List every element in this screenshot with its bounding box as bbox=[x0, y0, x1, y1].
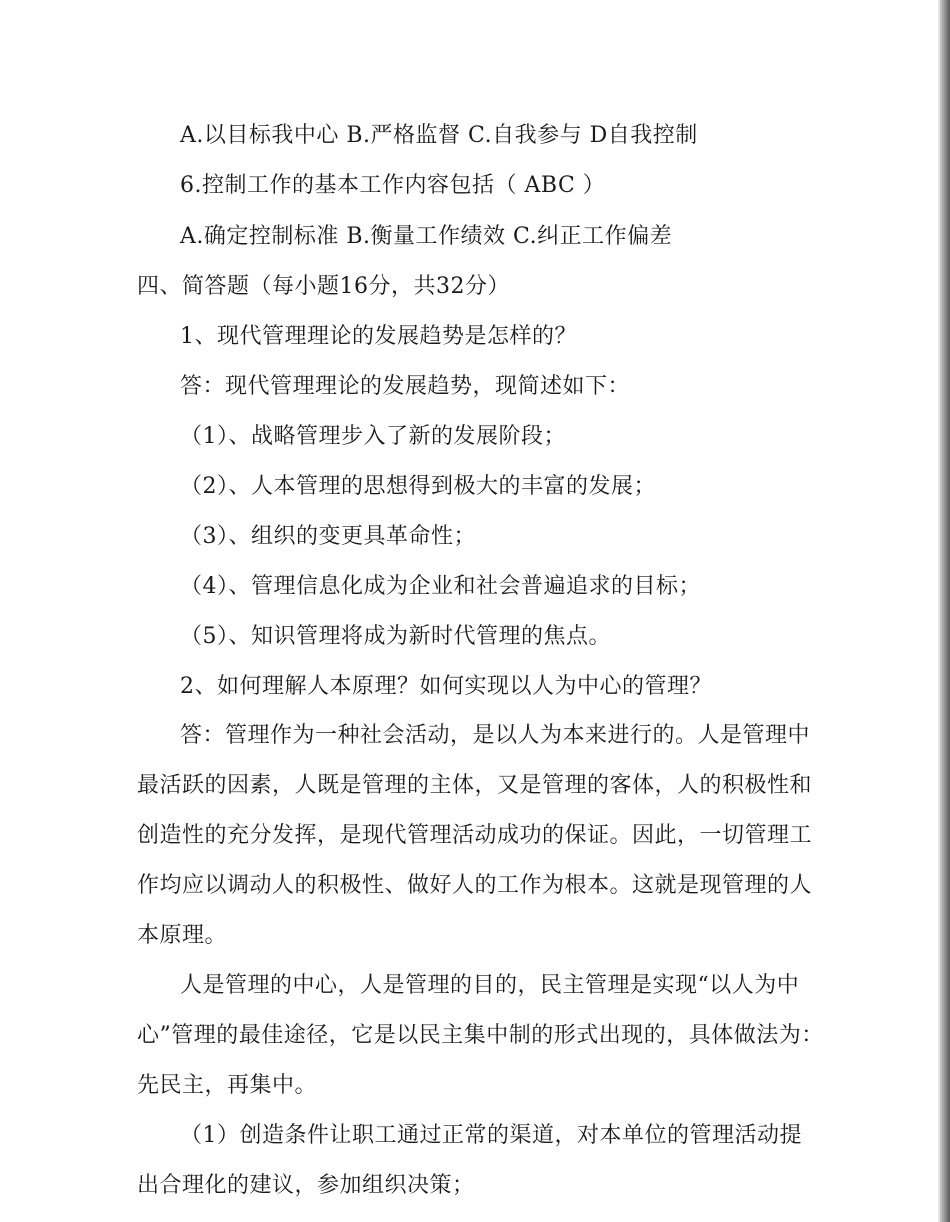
answer-1-intro: 答：现代管理理论的发展趋势，现简述如下： bbox=[180, 374, 631, 399]
option-line-6: A.确定控制标准 B.衡量工作绩效 C.纠正工作偏差 bbox=[180, 224, 673, 249]
answer-1-point-4: （4）、管理信息化成为企业和社会普遍追求的目标； bbox=[180, 574, 701, 599]
paragraph-2-line-2: 心”管理的最佳途径，它是以民主集中制的形式出现的，具体做法为： bbox=[137, 1023, 824, 1048]
question-short-2: 2、如何理解人本原理？如何实现以人为中心的管理？ bbox=[180, 674, 712, 699]
paragraph-2-line-3: 先民主，再集中。 bbox=[137, 1073, 318, 1098]
list-item-1-line-1: （1）创造条件让职工通过正常的渠道，对本单位的管理活动提 bbox=[180, 1123, 802, 1148]
list-item-1-line-2: 出合理化的建议，参加组织决策； bbox=[137, 1173, 475, 1198]
section-heading: 四、简答题（每小题16分，共32分） bbox=[137, 274, 510, 299]
question-short-1: 1、现代管理理论的发展趋势是怎样的？ bbox=[180, 324, 577, 349]
answer-2-line-5: 本原理。 bbox=[137, 923, 228, 948]
vertical-scrollbar[interactable] bbox=[940, 0, 950, 1222]
answer-2-line-2: 最活跃的因素，人既是管理的主体，又是管理的客体，人的积极性和 bbox=[137, 773, 813, 798]
answer-2-line-1: 答：管理作为一种社会活动，是以人为本来进行的。人是管理中 bbox=[180, 723, 811, 748]
paragraph-2-line-1: 人是管理的中心，人是管理的目的，民主管理是实现“以人为中 bbox=[180, 973, 800, 998]
answer-2-line-4: 作均应以调动人的积极性、做好人的工作为根本。这就是现管理的人 bbox=[137, 873, 813, 898]
option-line-5: A.以目标我中心 B.严格监督 C.自我参与 D自我控制 bbox=[180, 123, 698, 148]
question-6: 6.控制工作的基本工作内容包括（ ABC ） bbox=[180, 173, 606, 198]
answer-1-point-3: （3）、组织的变更具革命性； bbox=[180, 524, 476, 549]
answer-1-point-2: （2）、人本管理的思想得到极大的丰富的发展； bbox=[180, 474, 656, 499]
answer-1-point-5: （5）、知识管理将成为新时代管理的焦点。 bbox=[180, 624, 611, 649]
answer-1-point-1: （1）、战略管理步入了新的发展阶段； bbox=[180, 424, 566, 449]
answer-2-line-3: 创造性的充分发挥，是现代管理活动成功的保证。因此，一切管理工 bbox=[137, 823, 813, 848]
